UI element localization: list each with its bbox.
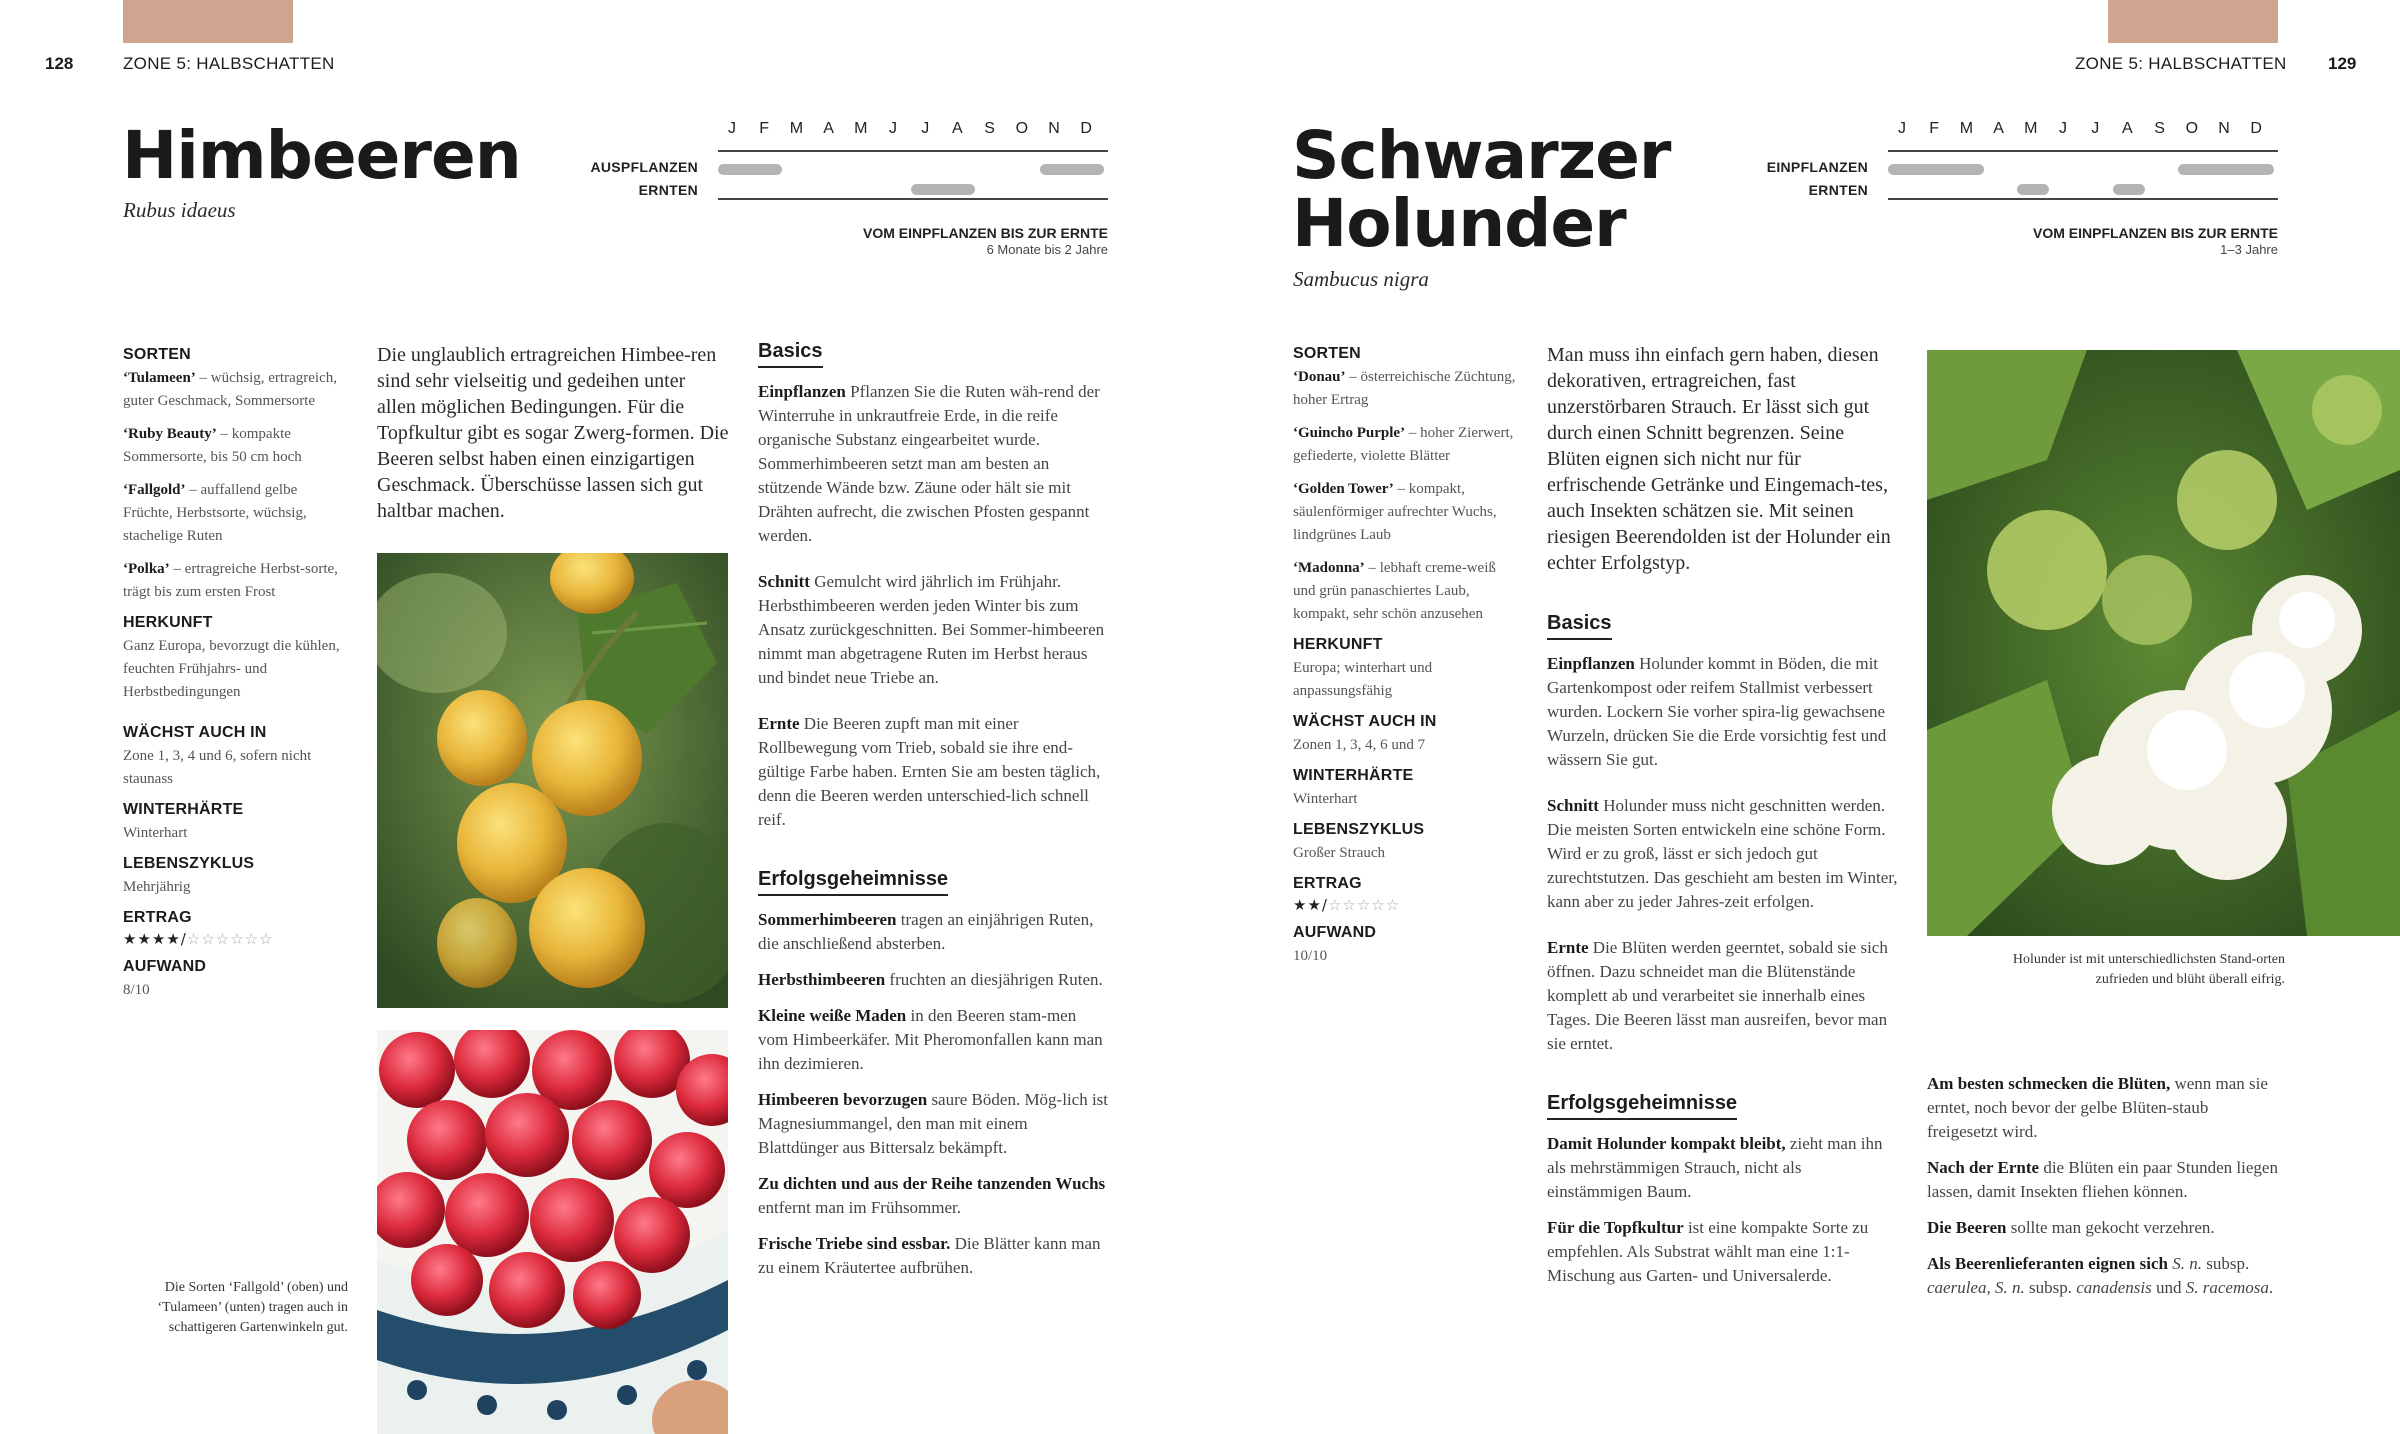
section-heading: WINTERHÄRTE — [1293, 767, 1414, 784]
sorten-section — [1293, 345, 1518, 626]
tip-paragraph: Als Beerenlieferanten eignen sich S. n. subsp. caerulea, S. n. subsp. canadensis und S. racemosa. — [1927, 1254, 2274, 1297]
section-heading: AUFWAND — [123, 958, 207, 975]
secret-paragraph: Zu dichten und aus der Reihe tanzenden Wuchs entfernt man im Frühsommer. — [758, 1174, 1106, 1217]
month-letter: M — [2024, 120, 2038, 137]
month-letter: A — [1993, 120, 2004, 137]
month-letter: O — [2185, 120, 2199, 137]
month-letter: A — [952, 120, 963, 137]
sorten-section — [123, 346, 348, 604]
calendar-line — [718, 198, 1108, 200]
duration-label: VOM EINPFLANZEN BIS ZUR ERNTE — [862, 225, 1108, 241]
month-letter: D — [1080, 120, 1092, 137]
origin-text: Europa; winterhart und anpassungsfähig — [1293, 660, 1433, 699]
secrets-heading: Erfolgsgeheimnisse — [758, 868, 948, 896]
photo-yellow-raspberries — [377, 553, 728, 1008]
variety-list — [123, 367, 348, 604]
content-column-right — [1547, 342, 1899, 1300]
variety-item: ‘Golden Tower’ – kompakt, säulenförmiger aufrechter Wuchs, lindgrünes Laub — [1293, 481, 1497, 543]
month-letter: J — [2059, 120, 2067, 137]
yield-rating: ★★★★/☆☆☆☆☆☆ — [123, 930, 274, 948]
basics-heading: Basics — [758, 340, 823, 368]
month-letter: A — [823, 120, 834, 137]
tip-paragraph: Nach der Ernte die Blüten ein paar Stunden liegen lassen, damit Insekten fliehen können. — [1927, 1158, 2278, 1201]
month-letter: S — [2154, 120, 2165, 137]
sidebar-left — [123, 346, 348, 1022]
variety-item: ‘Donau’ – österreichische Züchtung, hoher Ertrag — [1293, 369, 1516, 408]
zones-text: Zone 1, 3, 4 und 6, sofern nicht staunass — [123, 748, 312, 787]
planting-calendar-left — [590, 120, 1108, 260]
calendar-line — [1888, 150, 2278, 152]
calendar-line — [1888, 198, 2278, 200]
secret-paragraph: Sommerhimbeeren tragen an einjährigen Ruten, die anschließend absterben. — [758, 910, 1094, 953]
variety-item: ‘Ruby Beauty’ – kompakte Sommersorte, bis 50 cm hoch — [123, 426, 302, 465]
variety-item: ‘Polka’ – ertragreiche Herbst-sorte, trägt bis zum ersten Frost — [123, 561, 338, 600]
secrets-heading: Erfolgsgeheimnisse — [1547, 1092, 1737, 1120]
photo-red-raspberries — [377, 1030, 728, 1434]
lifecycle-text: Großer Strauch — [1293, 845, 1386, 861]
secret-paragraph: Herbsthimbeeren fruchten an diesjährigen Ruten. — [758, 970, 1103, 989]
basics-heading: Basics — [1547, 612, 1612, 640]
month-letter: F — [1929, 120, 1940, 137]
tip-paragraph: Die Beeren sollte man gekocht verzehren. — [1927, 1218, 2215, 1237]
section-heading: AUFWAND — [1293, 924, 1377, 941]
latin-name-right: Sambucus nigra — [1293, 267, 1429, 291]
variety-list — [1293, 366, 1518, 626]
section-heading: WÄCHST AUCH IN — [1293, 713, 1437, 730]
page-number-left: 128 — [45, 54, 74, 73]
section-heading: LEBENSZYKLUS — [1293, 821, 1425, 838]
section-tab-left — [123, 0, 293, 43]
month-letter: J — [889, 120, 897, 137]
plant-title-right: Schwarzer Holunder — [1292, 117, 1671, 262]
secret-paragraph: Für die Topfkultur ist eine kompakte Sorte zu empfehlen. Als Substrat wählt man eine 1:1-Mischung aus Garten- und Universalerde. — [1547, 1218, 1869, 1285]
photo-caption-right: Holunder ist mit unterschiedlichsten Stand-orten zufrieden und blüht überall eifrig. — [2012, 952, 2285, 987]
variety-item: ‘Guincho Purple’ – hoher Zierwert, gefiederte, violette Blätter — [1293, 425, 1514, 464]
month-letter: N — [2218, 120, 2230, 137]
intro-text-right: Man muss ihn einfach gern haben, diesen dekorativen, ertragreichen, fast unzerstörbaren Strauch. Er lässt sich gut durch einen Schnitt begrenzen. Seine Blüten eignen sich nicht nur für erfrischende Getränke und Eingemach-tes, auch Insekten schätzen sie. Mit seinen riesigen Beerendolden ist der Holunder ein echter Erfolgstyp. — [1547, 344, 1891, 574]
month-letter: O — [1015, 120, 1029, 137]
month-letter: J — [2091, 120, 2100, 137]
month-letter: S — [984, 120, 995, 137]
calendar-period-bar — [718, 164, 782, 175]
latin-name-left: Rubus idaeus — [123, 198, 236, 222]
calendar-period-bar — [1040, 164, 1104, 175]
month-letter: M — [854, 120, 868, 137]
section-heading: ERTRAG — [123, 909, 192, 926]
secret-paragraph: Damit Holunder kompakt bleibt, zieht man ihn als mehrstämmigen Strauch, nicht als einstämmigen Baum. — [1547, 1134, 1883, 1201]
duration-value: 1–3 Jahre — [2220, 242, 2278, 257]
month-letter: D — [2250, 120, 2262, 137]
origin-text: Ganz Europa, bevorzugt die kühlen, feuchten Frühjahrs- und Herbstbedingungen — [123, 638, 340, 700]
section-heading: ERTRAG — [1293, 875, 1362, 892]
month-letter: A — [2122, 120, 2133, 137]
month-letter: J — [728, 120, 736, 137]
section-heading: HERKUNFT — [123, 614, 213, 631]
month-letters — [718, 120, 1108, 142]
section-heading: WINTERHÄRTE — [123, 801, 244, 818]
basics-paragraph: Ernte Die Beeren zupft man mit einer Rollbewegung vom Trieb, sobald sie ihre end-gültige Farbe haben. Ernten Sie am besten täglich, denn die Beeren werden unterschied-lich schnell reif. — [758, 714, 1101, 829]
calendar-period-bar — [1888, 164, 1984, 175]
zones-text: Zonen 1, 3, 4, 6 und 7 — [1293, 737, 1426, 753]
month-letters — [1888, 120, 2278, 142]
plant-title-left: Himbeeren — [122, 117, 521, 194]
tips-column-right — [1927, 1072, 2279, 1312]
basics-paragraph: Einpflanzen Holunder kommt in Böden, die mit Gartenkompost oder reifem Stallmist verbessert wurden. Lockern Sie vorher spira-lig gewachsene Wurzeln, drücken Sie die Erde vorsichtig fest und wässern Sie gut. — [1547, 654, 1887, 769]
lifecycle-text: Mehrjährig — [123, 879, 191, 895]
hardiness-text: Winterhart — [123, 825, 188, 841]
effort-text: 10/10 — [1293, 948, 1328, 964]
effort-text: 8/10 — [123, 982, 150, 998]
month-letter: J — [1898, 120, 1906, 137]
basics-paragraph: Ernte Die Blüten werden geerntet, sobald sie sich öffnen. Dazu schneidet man die Blütenstände komplett ab und verarbeitet sie innerhalb eines Tages. Die Beeren lässt man ausreifen, bevor man sie erntet. — [1547, 938, 1888, 1053]
section-heading: LEBENSZYKLUS — [123, 855, 255, 872]
zone-header-left: ZONE 5: HALBSCHATTEN — [123, 54, 335, 73]
month-letter: M — [789, 120, 804, 137]
month-letter: M — [1959, 120, 1974, 137]
variety-item: ‘Madonna’ – lebhaft creme-weiß und grün panaschiertes Laub, kompakt, sehr schön anzusehen — [1293, 560, 1496, 622]
section-heading: SORTEN — [1293, 345, 1361, 362]
intro-text-left: Die unglaublich ertragreichen Himbee-ren sind sehr vielseitig und gedeihen unter allen möglichen Bedingungen. Für die Topfkultur gibt es sogar Zwerg-formen. Die Beeren selbst haben einen einzigartigen Geschmack. Überschüsse lassen sich gut haltbar machen. — [377, 344, 729, 522]
calendar-row-label-1: AUSPFLANZEN — [590, 159, 698, 175]
calendar-row-label-1: EINPFLANZEN — [1766, 159, 1868, 175]
variety-item: ‘Fallgold’ – auffallend gelbe Früchte, Herbstsorte, wüchsig, stachelige Ruten — [123, 482, 307, 544]
duration-label: VOM EINPFLANZEN BIS ZUR ERNTE — [2032, 225, 2278, 241]
calendar-period-bar — [2178, 164, 2274, 175]
section-heading: WÄCHST AUCH IN — [123, 724, 267, 741]
calendar-period-bar — [911, 184, 975, 195]
page-number-right: 129 — [2328, 54, 2357, 73]
section-heading: SORTEN — [123, 346, 191, 363]
zone-header-right: ZONE 5: HALBSCHATTEN — [2075, 54, 2287, 73]
planting-calendar-right — [1766, 120, 2278, 260]
duration-value: 6 Monate bis 2 Jahre — [986, 242, 1108, 257]
photo-caption-left: Die Sorten ‘Fallgold’ (oben) und ‘Tulameen’ (unten) tragen auch in schattigeren Gartenwinkeln gut. — [157, 1280, 348, 1335]
section-tab-right — [2108, 0, 2278, 43]
month-letter: J — [921, 120, 930, 137]
yield-rating: ★★/☆☆☆☆☆ — [1293, 896, 1401, 914]
calendar-period-bar — [2017, 184, 2049, 195]
basics-paragraph: Schnitt Gemulcht wird jährlich im Frühjahr. Herbsthimbeeren werden jeden Winter bis zum Ansatz zurückgeschnitten. Bei Sommer-himbeeren nimmt man abgetragene Ruten im Herbst heraus und bindet neue Triebe an. — [758, 572, 1105, 687]
content-column-left — [758, 340, 1110, 1292]
month-letter: N — [1048, 120, 1060, 137]
calendar-period-bar — [2113, 184, 2145, 195]
basics-paragraph: Einpflanzen Pflanzen Sie die Ruten wäh-rend der Winterruhe in unkrautfreie Erde, in die reife organische Substanz eingearbeitet wurde. Sommerhimbeeren setzt man am besten an stützende Wände bzw. Zäune oder hält sie mit Drähten aufrecht, die zwischen Pfosten gespannt werden. — [758, 382, 1100, 545]
tip-paragraph: Am besten schmecken die Blüten, wenn man sie erntet, noch bevor der gelbe Blüten-staub freigesetzt wird. — [1927, 1074, 2268, 1141]
secret-paragraph: Frische Triebe sind essbar. Die Blätter kann man zu einem Kräutertee aufbrühen. — [758, 1234, 1101, 1277]
hardiness-text: Winterhart — [1293, 791, 1358, 807]
calendar-line — [718, 150, 1108, 152]
calendar-row-label-2: ERNTEN — [638, 182, 698, 198]
secret-paragraph: Kleine weiße Maden in den Beeren stam-men vom Himbeerkäfer. Mit Pheromonfallen kann man ihn dezimieren. — [758, 1006, 1103, 1073]
month-letter: F — [759, 120, 770, 137]
secret-paragraph: Himbeeren bevorzugen saure Böden. Mög-lich ist Magnesiummangel, den man mit einem Blattdünger aus Bittersalz bekämpft. — [758, 1090, 1109, 1157]
basics-paragraph: Schnitt Holunder muss nicht geschnitten werden. Die meisten Sorten entwickeln eine schöne Form. Wird er zu groß, lässt er sich jedoch gut zurechtstutzen. Das geschieht am besten im Winter, kann aber zu jeder Jahres-zeit erfolgen. — [1547, 796, 1898, 911]
calendar-row-label-2: ERNTEN — [1808, 182, 1868, 198]
section-heading: HERKUNFT — [1293, 636, 1383, 653]
sidebar-right — [1293, 345, 1518, 988]
variety-item: ‘Tulameen’ – wüchsig, ertragreich, guter Geschmack, Sommersorte — [123, 370, 337, 409]
photo-elderflower — [1927, 350, 2400, 936]
